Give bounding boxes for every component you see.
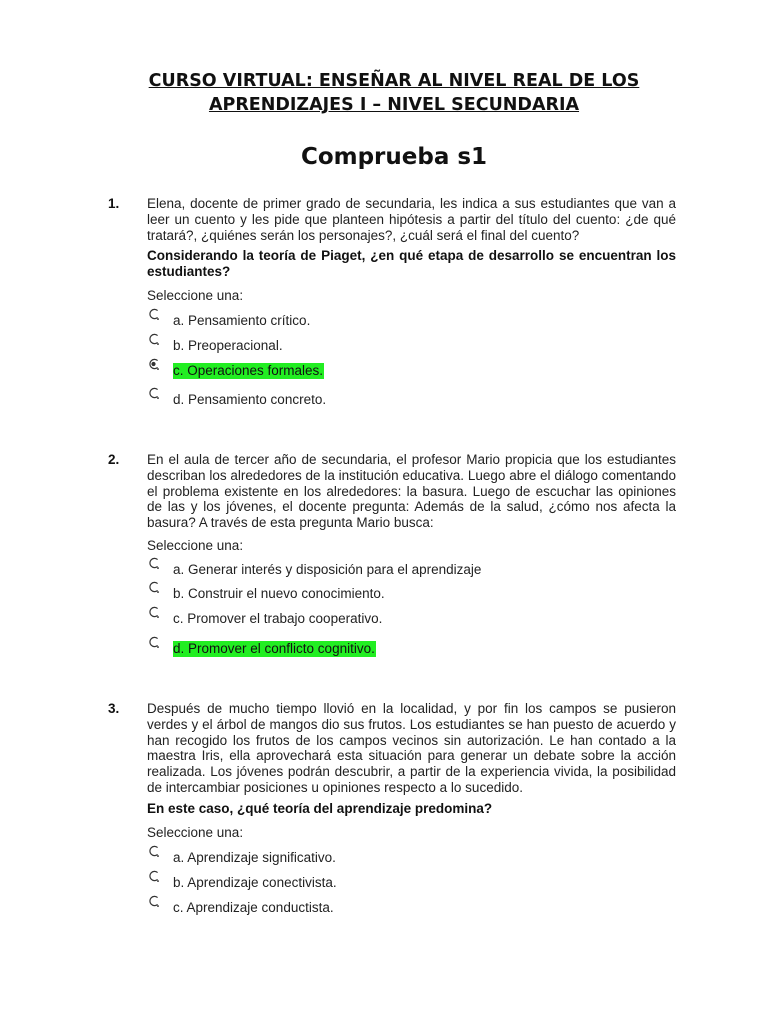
radio-icon[interactable] xyxy=(147,332,160,347)
course-title xyxy=(100,69,688,117)
course-title-line-2: APRENDIZAJES I – NIVEL SECUNDARIA xyxy=(208,95,580,115)
radio-icon[interactable] xyxy=(147,635,160,650)
option-label-highlighted: c. Operaciones formales. xyxy=(173,363,324,378)
radio-icon[interactable] xyxy=(147,894,160,909)
radio-icon[interactable] xyxy=(147,580,160,595)
question-text: En el aula de tercer año de secundaria, el profesor Mario propicia que los estudiantes describan los alrededores de la institución educativa. Luego abre el diálogo comentando el problema existente en los alrededores: la basura. Luego de escuchar las opiniones de las y los jóvenes, el docente pregunta: Además de la salud, ¿cómo nos afecta la basura? A través de esta pregunta Mario busca: xyxy=(147,452,676,531)
option-label: a. Pensamiento crítico. xyxy=(173,313,311,328)
radio-selected-icon[interactable] xyxy=(147,357,160,372)
select-label: Seleccione una: xyxy=(147,538,244,553)
question-text: Elena, docente de primer grado de secundaria, les indica a sus estudiantes que van a leer un cuento y les pide que planteen hipótesis a partir del título del cuento: ¿de qué tratará?, ¿quiénes serán los personajes?, ¿cuál será el final del cuento? xyxy=(147,196,676,243)
select-label: Seleccione una: xyxy=(147,288,244,303)
question-number: 3. xyxy=(108,701,120,716)
option-label: a. Aprendizaje significativo. xyxy=(173,850,336,865)
radio-icon[interactable] xyxy=(147,869,160,884)
question-prompt: En este caso, ¿qué teoría del aprendizaje predomina? xyxy=(147,801,493,816)
question-text: Después de mucho tiempo llovió en la localidad, y por fin los campos se pusieron verdes y el árbol de mangos dio sus frutos. Los estudiantes se han puesto de acuerdo y han recogido los frutos de los campos vecinos sin autorización. Le han contado a la maestra Iris, ella aprovechará esta situación para generar un debate sobre la acción realizada. Los jóvenes podrán descubrir, a partir de la experiencia vivida, la posibilidad de intercambiar posiciones u opiniones respecto a lo sucedido. xyxy=(147,701,676,795)
option-label: b. Aprendizaje conectivista. xyxy=(173,875,337,890)
course-title-line-1: CURSO VIRTUAL: ENSEÑAR AL NIVEL REAL DE LOS xyxy=(148,71,640,91)
question-prompt: Considerando la teoría de Piaget, ¿en qué etapa de desarrollo se encuentran los estudiantes? xyxy=(147,248,676,279)
option-label-highlighted: d. Promover el conflicto cognitivo. xyxy=(173,641,375,656)
radio-icon[interactable] xyxy=(147,307,160,322)
option-label: c. Promover el trabajo cooperativo. xyxy=(173,611,383,626)
option-label: b. Construir el nuevo conocimiento. xyxy=(173,586,385,601)
radio-icon[interactable] xyxy=(147,844,160,859)
radio-icon[interactable] xyxy=(147,556,160,571)
question-number: 2. xyxy=(108,452,120,467)
option-label: c. Aprendizaje conductista. xyxy=(173,900,334,915)
option-label: d. Pensamiento concreto. xyxy=(173,392,327,407)
select-label: Seleccione una: xyxy=(147,825,244,840)
option-label: b. Preoperacional. xyxy=(173,338,283,353)
page-title: Comprueba s1 xyxy=(300,144,488,170)
radio-icon[interactable] xyxy=(147,605,160,620)
question-number: 1. xyxy=(108,196,120,211)
option-label: a. Generar interés y disposición para el aprendizaje xyxy=(173,562,482,577)
radio-icon[interactable] xyxy=(147,386,160,401)
